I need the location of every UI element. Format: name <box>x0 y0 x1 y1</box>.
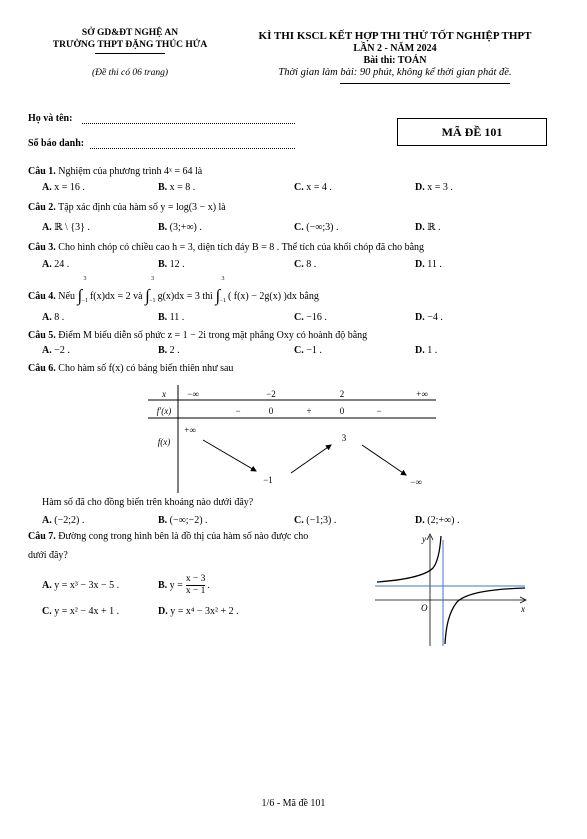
y-axis-label: y <box>422 534 426 544</box>
integral-sign: ∫ <box>215 286 221 305</box>
integral-lower: −1 <box>149 298 156 304</box>
variation-table <box>148 385 438 495</box>
question-7: Câu 7. Đường cong trong hình bên là đồ thị của hàm số nào được cho <box>28 531 309 542</box>
integral-sign: ∫ <box>145 286 150 305</box>
q1-option-c[interactable]: C. x = 4 . <box>294 182 332 193</box>
fp-sign: + <box>306 406 312 416</box>
fp-sign: − <box>235 406 241 416</box>
q6-option-d[interactable]: D. (2;+∞) . <box>415 515 460 526</box>
exam-title: KÌ THI KSCL KẾT HỢP THI THỬ TỐT NGHIỆP THPT <box>258 30 532 42</box>
id-label: Số báo danh: <box>28 138 85 149</box>
integral-lower: −1 <box>219 298 226 304</box>
integral-upper: 3 <box>151 276 155 282</box>
question-6-prompt: Hàm số đã cho đồng biến trên khoảng nào dưới đây? <box>42 497 254 508</box>
exam-round: LẦN 2 - NĂM 2024 <box>353 43 437 54</box>
q7-option-d[interactable]: D. y = x⁴ − 3x² + 2 . <box>158 606 239 617</box>
q6-option-b[interactable]: B. (−∞;−2) . <box>158 515 208 526</box>
exam-subject: Bài thi: TOÁN <box>363 55 427 66</box>
f-row-label: f(x) <box>157 437 171 447</box>
q3-option-c[interactable]: C. 8 . <box>294 259 317 270</box>
q4-option-a[interactable]: A. 8 . <box>42 312 65 323</box>
x-value: +∞ <box>416 389 428 399</box>
question-1: Câu 1. Nghiệm của phương trình 4ˣ = 64 là <box>28 166 203 177</box>
fp-row-label: f′(x) <box>156 406 172 416</box>
q4-option-c[interactable]: C. −16 . <box>294 312 327 323</box>
q4-option-d[interactable]: D. −4 . <box>415 312 443 323</box>
curve-left-branch <box>377 536 441 582</box>
q3-option-b[interactable]: B. 12 . <box>158 259 185 270</box>
fp-zero: 0 <box>339 406 345 416</box>
integral-sign: ∫ <box>77 286 83 305</box>
department-name: SỞ GD&ĐT NGHỆ AN <box>81 28 179 38</box>
q2-option-a[interactable]: A. ℝ \ {3} . <box>42 222 90 233</box>
question-7-cont: dưới đây? <box>28 550 68 561</box>
q7-option-c[interactable]: C. y = x² − 4x + 1 . <box>42 606 120 617</box>
q6-option-a[interactable]: A. (−2;2) . <box>42 515 85 526</box>
integral-upper: 3 <box>83 276 87 282</box>
question-2: Câu 2. Tập xác định của hàm số y = log(3 − x) là <box>28 202 226 213</box>
x-value: −2 <box>266 389 276 399</box>
q1-option-d[interactable]: D. x = 3 . <box>415 182 453 193</box>
decrease-arrow <box>362 445 406 475</box>
q2-option-d[interactable]: D. ℝ . <box>415 222 441 233</box>
school-name: TRƯỜNG THPT ĐẶNG THÚC HỨA <box>52 40 208 50</box>
q6-option-c[interactable]: C. (−1;3) . <box>294 515 337 526</box>
question-5: Câu 5. Điểm M biểu diễn số phức z = 1 − 2i trong mặt phẳng Oxy có hoành độ bằng <box>28 330 368 341</box>
q7-option-a[interactable]: A. y = x³ − 3x − 5 . <box>42 580 120 591</box>
integral-lower: −1 <box>81 298 88 304</box>
q4-option-b[interactable]: B. 11 . <box>158 312 185 323</box>
q3-option-d[interactable]: D. 11 . <box>415 259 442 270</box>
id-field[interactable] <box>90 148 295 149</box>
f-value: 3 <box>341 433 347 443</box>
x-value: −∞ <box>187 389 199 399</box>
q2-option-c[interactable]: C. (−∞;3) . <box>294 222 339 233</box>
q5-option-a[interactable]: A. −2 . <box>42 345 70 356</box>
time-underline <box>340 83 510 84</box>
function-graph <box>375 530 535 648</box>
q5-option-c[interactable]: C. −1 . <box>294 345 322 356</box>
school-underline <box>95 53 165 54</box>
x-axis-label: x <box>521 604 525 614</box>
q5-option-b[interactable]: B. 2 . <box>158 345 180 356</box>
question-4: Câu 4. Nếu ∫ 3 −1 f(x)dx = 2 và ∫ 3 −1 g(x)dx = 3 thì ∫ 3 −1 ( f(x) − 2g(x) )dx bằng <box>28 276 319 305</box>
page-footer: 1/6 - Mã đề 101 <box>261 798 326 809</box>
name-field[interactable] <box>82 123 295 124</box>
q1-option-b[interactable]: B. x = 8 . <box>158 182 196 193</box>
fp-zero: 0 <box>268 406 274 416</box>
q5-option-d[interactable]: D. 1 . <box>415 345 438 356</box>
origin-label: O <box>421 603 428 613</box>
x-row-label: x <box>162 389 166 399</box>
question-6: Câu 6. Cho hàm số f(x) có bảng biến thiên như sau <box>28 363 234 374</box>
fp-sign: − <box>376 406 382 416</box>
decrease-arrow <box>203 440 256 471</box>
increase-arrow <box>291 445 331 473</box>
q3-option-a[interactable]: A. 24 . <box>42 259 70 270</box>
integral-upper: 3 <box>221 276 225 282</box>
time-note: Thời gian làm bài: 90 phút, không kể thời gian phát đề. <box>278 67 512 78</box>
q7-option-b[interactable]: B. y = $\frac{x - 3}{x - 1}$ . <box>158 574 210 596</box>
exam-code-box: MÃ ĐỀ 101 <box>397 118 547 146</box>
q2-option-b[interactable]: B. (3;+∞) . <box>158 222 202 233</box>
f-value: +∞ <box>184 425 196 435</box>
name-label: Họ và tên: <box>28 113 73 124</box>
x-value: 2 <box>339 389 345 399</box>
fraction-numerator: x − 3 <box>185 574 206 584</box>
q1-option-a[interactable]: A. x = 16 . <box>42 182 85 193</box>
question-3: Câu 3. Cho hình chóp có chiều cao h = 3, diện tích đáy B = 8 . Thể tích của khối chóp đã cho bằng <box>28 242 425 253</box>
curve-right-branch <box>445 588 525 644</box>
fraction-denominator: x − 1 <box>185 586 206 596</box>
f-value: −1 <box>263 475 273 485</box>
pages-note: (Đề thi có 06 trang) <box>92 68 168 78</box>
f-value: −∞ <box>410 477 422 487</box>
